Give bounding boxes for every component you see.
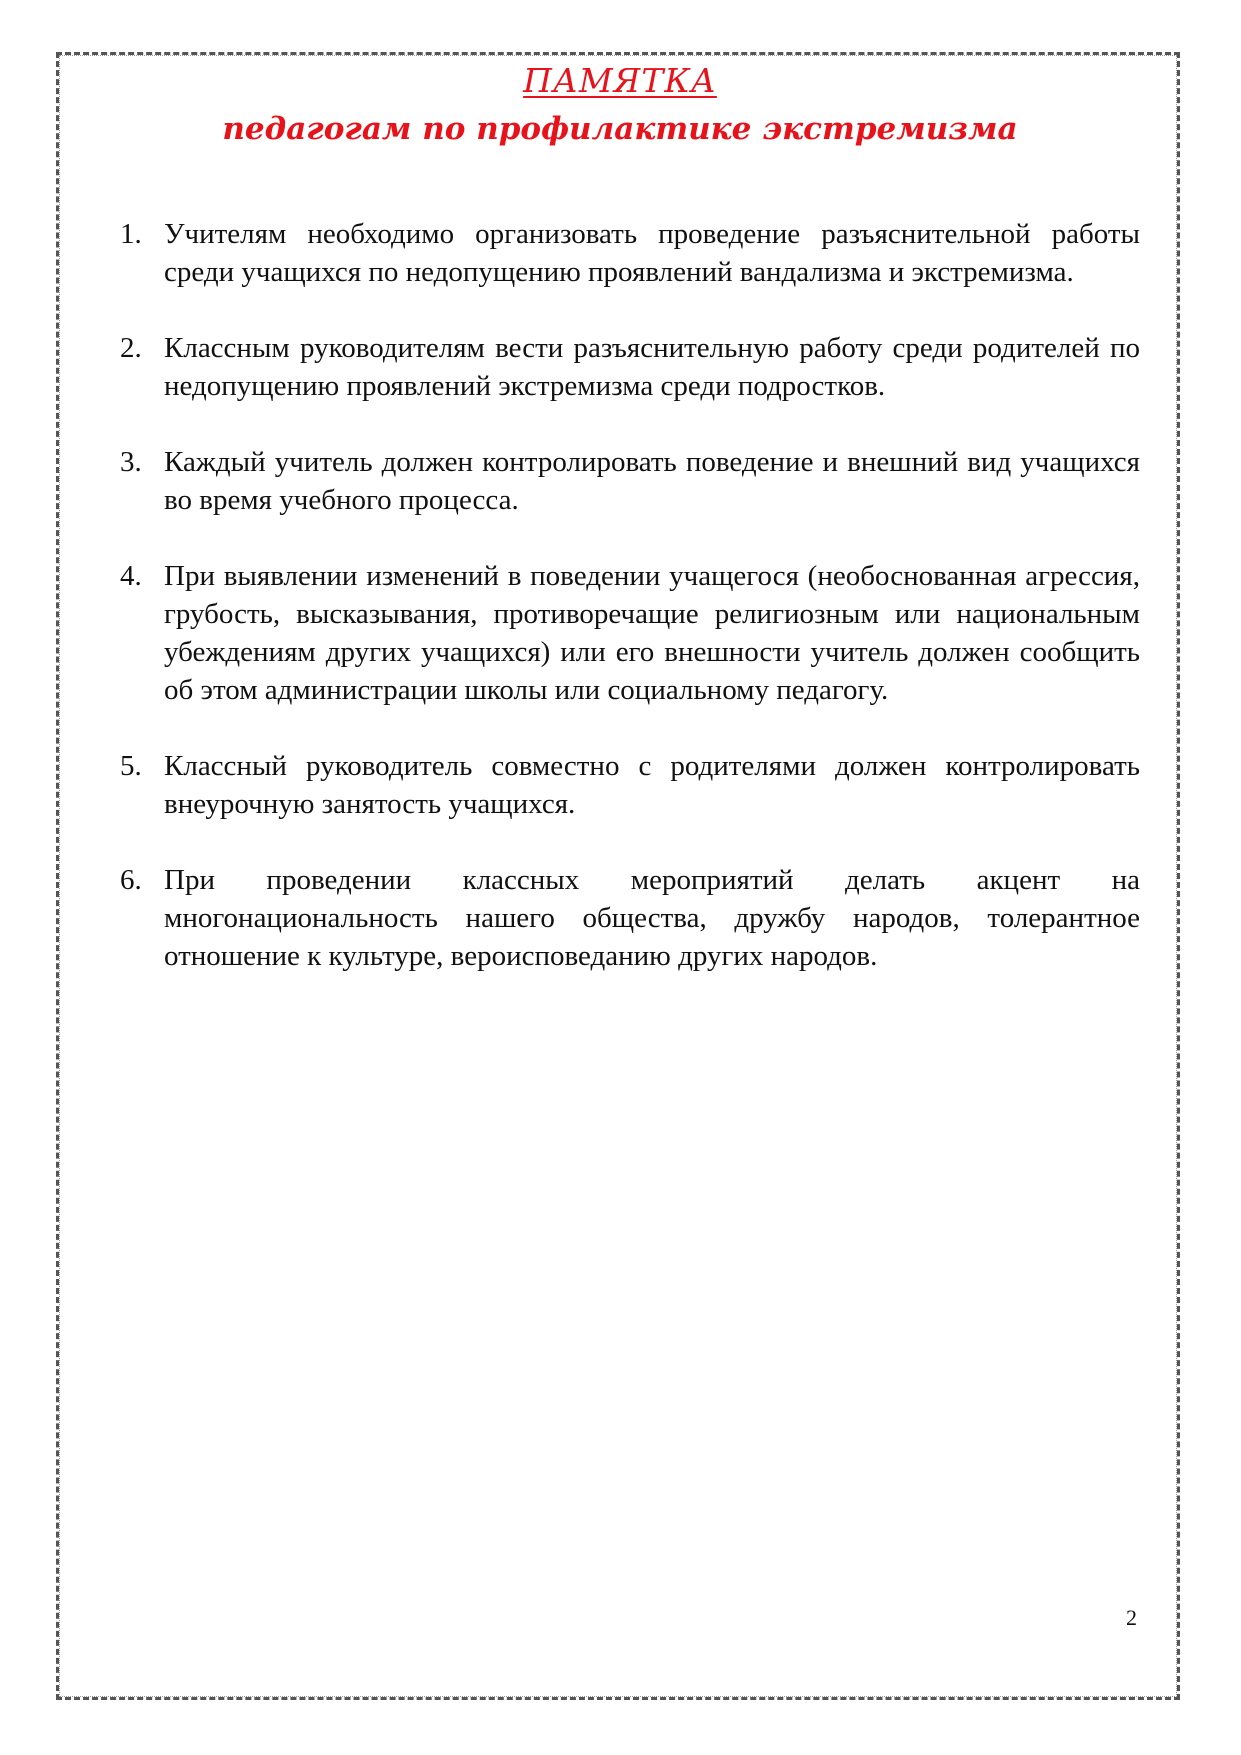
list-item-text: При выявлении изменений в поведении учащегося (необоснованная агрессия, грубость, высказывания, противоречащие религиозным или национальным убеждениям других учащихся) или его внешности учитель должен сообщить об этом администрации школы или социальному педагогу. [164, 560, 1140, 706]
title-block [60, 58, 1180, 154]
list-item-number: 6. [120, 864, 142, 896]
recommendations-list [120, 215, 1140, 1013]
list-item-number: 5. [120, 750, 142, 782]
list-item-3 [120, 443, 1140, 519]
list-item-text: Классный руководитель совместно с родителями должен контролировать внеурочную занятость учащихся. [164, 750, 1140, 820]
list-item-4 [120, 557, 1140, 709]
list-item-number: 4. [120, 560, 142, 592]
list-item-number: 3. [120, 446, 142, 478]
list-item-1 [120, 215, 1140, 291]
list-item-number: 2. [120, 332, 142, 364]
document-subtitle: педагогам по профилактике экстремизма [222, 111, 1018, 147]
page-number: 2 [1126, 1605, 1137, 1630]
list-item-text: Классным руководителям вести разъяснительную работу среди родителей по недопущению проявлений экстремизма среди подростков. [164, 332, 1140, 402]
list-item-6 [120, 861, 1140, 975]
list-item-5 [120, 747, 1140, 823]
list-item-number: 1. [120, 218, 142, 250]
document-title: ПАМЯТКА [523, 61, 717, 100]
list-item-text: При проведении классных мероприятий делать акцент на многонациональность нашего общества, дружбу народов, толерантное отношение к культуре, вероисповеданию других народов. [164, 864, 1140, 972]
list-item-text: Учителям необходимо организовать проведение разъяснительной работы среди учащихся по недопущению проявлений вандализма и экстремизма. [164, 218, 1140, 288]
list-item-2 [120, 329, 1140, 405]
list-item-text: Каждый учитель должен контролировать поведение и внешний вид учащихся во время учебного процесса. [164, 446, 1140, 516]
